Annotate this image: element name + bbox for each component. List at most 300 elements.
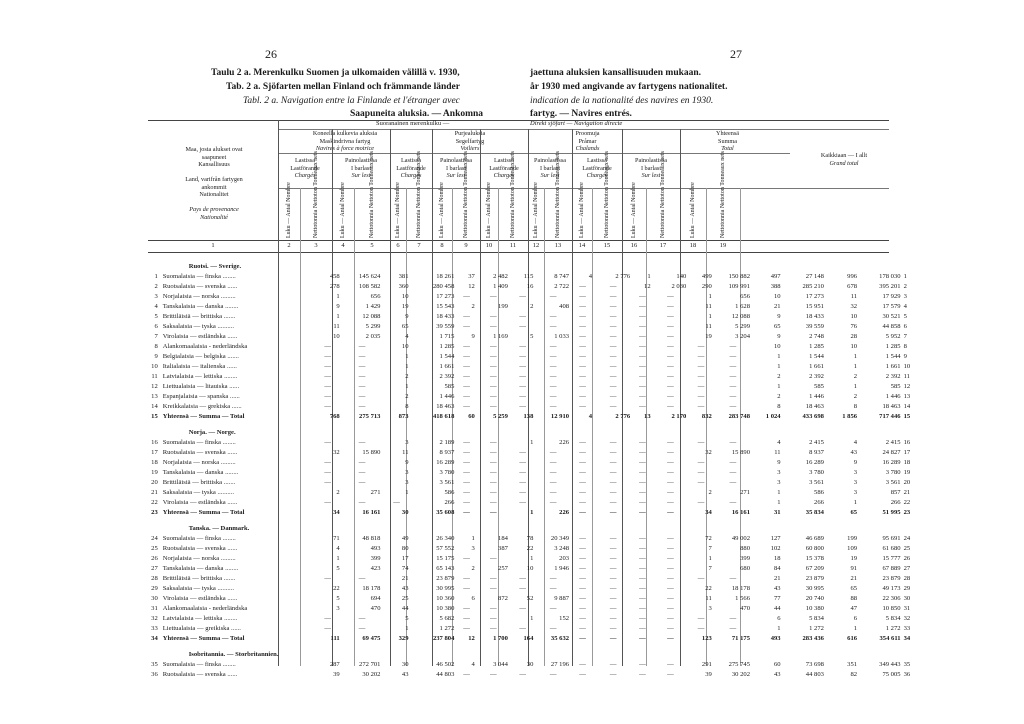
cell: 46 502	[436, 661, 455, 668]
cell: 44 803	[436, 671, 455, 678]
cell: —	[358, 353, 366, 360]
cell: 22	[526, 545, 534, 552]
cell: —	[667, 499, 674, 506]
cell: —	[463, 439, 470, 446]
row-number: 20	[151, 479, 158, 486]
cell: 2	[853, 373, 858, 380]
cell: —	[609, 323, 617, 330]
cell: —	[490, 625, 497, 632]
cell: 1	[405, 625, 409, 632]
cell: 9	[777, 459, 781, 466]
cell: —	[490, 449, 497, 456]
row-number-right: 36	[903, 671, 911, 678]
row-number-right: 30	[903, 595, 911, 602]
cell: 493	[770, 635, 781, 642]
cell: —	[358, 499, 366, 506]
cell: 20 349	[550, 535, 570, 542]
cell: —	[667, 585, 674, 592]
cell: 1	[777, 489, 781, 496]
cell: 3	[708, 605, 712, 612]
cell: 291	[701, 661, 712, 668]
cell: —	[549, 383, 557, 390]
cell: 13	[644, 413, 651, 420]
cell: —	[324, 625, 331, 632]
cell: 49 002	[731, 535, 751, 542]
cell: —	[358, 575, 366, 582]
cell: 27 196	[550, 661, 570, 668]
cell: 1 446	[885, 393, 901, 400]
header-bottom-rule	[148, 240, 889, 241]
cell: 8	[777, 403, 781, 410]
row-label: Brittiläisiä — brittiska .......	[162, 313, 236, 320]
row-number-right: 5	[903, 313, 907, 320]
cell: 18 261	[436, 273, 455, 280]
cell: —	[519, 469, 526, 476]
cell: 3	[405, 439, 409, 446]
row-label: Suomalaisia — finska ........	[162, 439, 236, 446]
cell: 109	[847, 545, 858, 552]
row-label: Espanjalaisia — spanska ......	[162, 393, 240, 400]
cell: —	[463, 313, 470, 320]
cell: —	[697, 373, 705, 380]
header-motor-ships: Koneella kulkevia aluksia Maskindrivna fartyg Navires à force motrice	[312, 130, 378, 152]
cell: —	[579, 373, 586, 380]
cell: 108 582	[359, 283, 381, 290]
cell: —	[324, 373, 331, 380]
cell: 1 272	[809, 625, 824, 632]
cell: 2 776	[615, 273, 631, 280]
cell: —	[519, 449, 526, 456]
cell: —	[579, 479, 586, 486]
cell: —	[667, 575, 674, 582]
cell: 71	[333, 535, 340, 542]
cell: 15 378	[805, 555, 824, 562]
cell: —	[609, 283, 617, 290]
header-count: Luku — Antal Nombre	[286, 182, 292, 238]
cell: 17	[401, 555, 409, 562]
row-number-right: 4	[903, 303, 907, 310]
cell: 51 995	[882, 509, 901, 516]
cell: —	[549, 469, 557, 476]
cell: —	[639, 509, 646, 516]
cell: —	[490, 373, 497, 380]
table-row	[148, 468, 918, 478]
cell: 275 713	[359, 413, 381, 420]
cell: 32	[850, 303, 858, 310]
section-heading	[148, 258, 918, 272]
row-number: 17	[151, 449, 158, 456]
cell: —	[667, 459, 674, 466]
title-finnish: Taulu 2 a. Merenkulku Suomen ja ulkomaiden välillä v. 1930,	[211, 68, 460, 78]
cell: 768	[329, 413, 340, 420]
cell: —	[639, 393, 646, 400]
cell: 44	[774, 605, 781, 612]
row-label: Tanskalaisia — danska ........	[162, 469, 239, 476]
cell: —	[697, 479, 705, 486]
cell: 3 780	[439, 469, 455, 476]
cell: 16 289	[805, 459, 824, 466]
cell: 2 392	[809, 373, 824, 380]
cell: —	[609, 545, 617, 552]
header-net-tons: Nettotonnia Nettoton Tonneaux nets	[369, 151, 375, 238]
cell: 17 273	[805, 293, 824, 300]
table-row	[148, 508, 918, 518]
cell: —	[519, 625, 526, 632]
cell: 16 161	[731, 509, 751, 516]
cell: 111	[330, 635, 340, 642]
cell: 433 698	[802, 413, 824, 420]
cell: —	[729, 383, 737, 390]
row-number: 8	[154, 343, 158, 350]
cell: 360	[398, 283, 409, 290]
cell: —	[639, 383, 646, 390]
cell: 1	[471, 535, 475, 542]
cell: 184	[498, 535, 508, 542]
cell: —	[549, 313, 557, 320]
cell: —	[519, 293, 526, 300]
cell: —	[463, 293, 470, 300]
cell: —	[463, 479, 470, 486]
cell: —	[519, 671, 526, 678]
cell: 1	[708, 555, 712, 562]
row-number: 26	[151, 555, 158, 562]
cell: 43	[401, 671, 409, 678]
cell: 290	[701, 283, 712, 290]
cell: —	[667, 313, 674, 320]
cell: —	[667, 449, 674, 456]
cell: 1 628	[735, 303, 751, 310]
cell: 6	[777, 615, 781, 622]
cell: 9 887	[554, 595, 570, 602]
cell: —	[490, 605, 497, 612]
cell: 2 748	[809, 333, 824, 340]
cell: —	[579, 545, 586, 552]
cell: 2	[708, 489, 712, 496]
cell: 3 044	[493, 661, 508, 668]
cell: —	[519, 479, 526, 486]
cell: —	[697, 383, 705, 390]
cell: 1 544	[439, 353, 455, 360]
cell: —	[549, 293, 557, 300]
row-number-right: 8	[903, 343, 907, 350]
cell: —	[463, 383, 470, 390]
cell: 65	[774, 323, 781, 330]
cell: —	[639, 449, 646, 456]
cell: 3	[471, 545, 475, 552]
section-label: Tanska. — Danmark.	[188, 525, 250, 532]
cell: —	[490, 313, 497, 320]
cell: 9	[471, 333, 475, 340]
row-label: Tanskalaisia — danska ........	[162, 565, 239, 572]
cell: —	[639, 661, 646, 668]
header-net-tons: Nettotonnia Nettoton Tonneaux nets	[510, 151, 516, 238]
cell: 1	[853, 383, 858, 390]
row-label: Ruotsalaisia — svenska ......	[162, 671, 238, 678]
cell: —	[639, 469, 646, 476]
row-number-right: 33	[903, 625, 911, 632]
cell: 10 360	[436, 595, 455, 602]
header-count: Luku — Antal Nombre	[340, 182, 346, 238]
cell: 24 827	[882, 449, 901, 456]
cell: 1	[853, 625, 858, 632]
row-number-right: 29	[903, 585, 911, 592]
cell: —	[463, 605, 470, 612]
cell: —	[490, 555, 497, 562]
cell: 1 700	[493, 635, 508, 642]
column-number: 5	[370, 242, 374, 249]
cell: 16 289	[436, 459, 455, 466]
cell: 109 991	[728, 283, 751, 290]
cell: —	[667, 323, 674, 330]
cell: —	[579, 575, 586, 582]
cell: 12	[468, 283, 475, 290]
cell: —	[549, 459, 557, 466]
cell: —	[358, 625, 366, 632]
header-net-tons: Nettotonnia Nettoton Tonneaux nets	[604, 151, 610, 238]
row-number-right: 27	[903, 565, 911, 572]
cell: —	[639, 545, 646, 552]
cell: 1 544	[809, 353, 824, 360]
cell: —	[549, 625, 557, 632]
row-number-right: 10	[903, 363, 911, 370]
cell: —	[579, 333, 586, 340]
cell: —	[697, 363, 705, 370]
table-row	[148, 332, 918, 342]
cell: 1	[777, 383, 781, 390]
cell: 4	[471, 661, 475, 668]
cell: —	[549, 393, 557, 400]
cell: —	[324, 363, 331, 370]
column-number: 6	[396, 242, 400, 249]
row-label: Virolaisia — estländska ......	[162, 499, 238, 506]
row-number-right: 13	[903, 393, 911, 400]
cell: —	[729, 479, 737, 486]
table-row	[148, 574, 918, 584]
cell: —	[579, 535, 586, 542]
cell: —	[519, 363, 526, 370]
cell: 37	[468, 273, 475, 280]
row-number: 5	[154, 313, 158, 320]
cell: —	[463, 449, 470, 456]
cell: 20 740	[805, 595, 824, 602]
cell: —	[579, 555, 586, 562]
cell: 3 780	[809, 469, 824, 476]
column-number: 12	[532, 242, 540, 249]
cell: 71 175	[731, 635, 751, 642]
cell: —	[519, 313, 526, 320]
cell: —	[609, 661, 617, 668]
cell: 11	[774, 449, 781, 456]
cell: 329	[398, 635, 409, 642]
cell: —	[579, 353, 586, 360]
cell: 656	[370, 293, 381, 300]
cell: —	[697, 459, 705, 466]
row-number: 23	[151, 509, 158, 516]
cell: 127	[770, 535, 781, 542]
cell: 30 202	[362, 671, 381, 678]
cell: 15 890	[731, 449, 751, 456]
cell: 9	[853, 459, 858, 466]
cell: 16 161	[362, 509, 381, 516]
cell: —	[697, 469, 705, 476]
cell: 2 170	[671, 413, 687, 420]
cell: 22	[705, 585, 712, 592]
cell: —	[667, 383, 674, 390]
cell: 9	[405, 459, 409, 466]
cell: —	[667, 605, 674, 612]
row-label: Brittiläisiä — brittiska .......	[162, 575, 236, 582]
cell: —	[609, 469, 617, 476]
cell: 16 289	[882, 459, 901, 466]
row-number-right: 24	[903, 535, 911, 542]
cell: —	[639, 565, 646, 572]
cell: —	[463, 393, 470, 400]
row-number: 33	[151, 625, 158, 632]
cell: —	[579, 585, 586, 592]
table-row	[148, 282, 918, 292]
cell: 178 030	[879, 273, 901, 280]
cell: 395 201	[879, 283, 901, 290]
cell: 4	[336, 545, 340, 552]
row-label: Virolaisia — estländska ......	[162, 333, 238, 340]
cell: 381	[398, 273, 409, 280]
cell: 39	[705, 671, 712, 678]
cell: —	[579, 449, 586, 456]
row-number-right: 3	[903, 293, 907, 300]
cell: 1 946	[554, 565, 570, 572]
table-row	[148, 554, 918, 564]
cell: 1	[405, 489, 409, 496]
cell: —	[609, 403, 617, 410]
cell: 47	[850, 605, 858, 612]
row-number: 9	[154, 353, 158, 360]
cell: —	[639, 625, 646, 632]
cell: —	[490, 383, 497, 390]
cell: 408	[559, 303, 570, 310]
column-number: 2	[287, 242, 291, 249]
cell: 49	[401, 535, 409, 542]
cell: 351	[847, 661, 858, 668]
cell: 18 463	[436, 403, 455, 410]
row-number-right: 23	[903, 509, 911, 516]
cell: —	[358, 343, 366, 350]
cell: 423	[370, 565, 381, 572]
cell: —	[639, 373, 646, 380]
cell: —	[579, 565, 586, 572]
cell: 23 879	[436, 575, 455, 582]
cell: —	[463, 343, 470, 350]
row-number-right: 7	[903, 333, 907, 340]
header-laden: Lastissa Lastförande Chargés	[290, 157, 320, 179]
cell: 6	[471, 595, 475, 602]
cell: —	[609, 333, 617, 340]
cell: —	[639, 489, 646, 496]
cell: —	[697, 625, 705, 632]
cell: —	[549, 671, 557, 678]
cell: 1 272	[439, 625, 455, 632]
cell: 5 299	[365, 323, 381, 330]
cell: —	[463, 323, 470, 330]
cell: 2 392	[439, 373, 455, 380]
cell: 17 929	[882, 293, 901, 300]
cell: 49 173	[882, 585, 901, 592]
cell: 102	[770, 545, 781, 552]
header-count: Luku — Antal Nombre	[631, 182, 637, 238]
cell: 39	[333, 671, 340, 678]
cell: —	[697, 393, 705, 400]
row-number: 36	[151, 671, 158, 678]
cell: 354 611	[879, 635, 901, 642]
cell: 61 680	[882, 545, 901, 552]
cell: 35 834	[805, 509, 824, 516]
cell: 493	[370, 545, 381, 552]
row-label: Liettualaisia — greikiska ......	[162, 625, 241, 632]
cell: 4	[853, 439, 858, 446]
table-row	[148, 458, 918, 468]
cell: —	[358, 373, 366, 380]
header-net-tons: Nettotonnia Nettoton Tonneaux nets	[555, 151, 561, 238]
cell: —	[697, 343, 705, 350]
cell: 60 800	[805, 545, 824, 552]
cell: 73 698	[805, 661, 824, 668]
row-number-right: 19	[903, 469, 911, 476]
cell: 1 661	[809, 363, 824, 370]
cell: 67 209	[805, 565, 824, 572]
cell: —	[667, 343, 674, 350]
cell: 18 463	[805, 403, 824, 410]
cell: —	[549, 499, 557, 506]
cell: —	[324, 575, 331, 582]
cell: —	[579, 303, 586, 310]
cell: —	[579, 283, 586, 290]
row-number-right: 18	[903, 459, 911, 466]
cell: 1 544	[885, 353, 901, 360]
cell: 1	[708, 313, 712, 320]
row-label: Latvialaisia — lettiska ........	[162, 373, 238, 380]
cell: —	[490, 671, 497, 678]
row-number: 34	[151, 635, 158, 642]
cell: —	[358, 459, 366, 466]
cell: —	[667, 671, 674, 678]
cell: 7	[708, 565, 712, 572]
cell: 26 340	[436, 535, 455, 542]
cell: 15 890	[362, 449, 381, 456]
cell: 28	[850, 333, 858, 340]
cell: —	[549, 605, 557, 612]
row-number-right: 35	[903, 661, 911, 668]
table-row	[148, 302, 918, 312]
cell: 27 148	[805, 273, 824, 280]
cell: 30	[526, 661, 534, 668]
cell: 399	[740, 555, 751, 562]
cell: —	[324, 439, 331, 446]
cell: 10	[526, 565, 534, 572]
row-number: 10	[151, 363, 158, 370]
row-label: Suomalaisia — finska ........	[162, 273, 236, 280]
cell: —	[490, 439, 497, 446]
row-number-right: 28	[903, 575, 911, 582]
cell: 1	[530, 439, 534, 446]
cell: —	[324, 469, 331, 476]
row-number: 15	[151, 413, 158, 420]
cell: —	[729, 343, 737, 350]
cell: 226	[559, 509, 570, 516]
cell: 60	[774, 661, 781, 668]
cell: —	[667, 333, 674, 340]
row-number-right: 16	[903, 439, 911, 446]
cell: —	[549, 585, 557, 592]
cell: 21	[774, 303, 781, 310]
